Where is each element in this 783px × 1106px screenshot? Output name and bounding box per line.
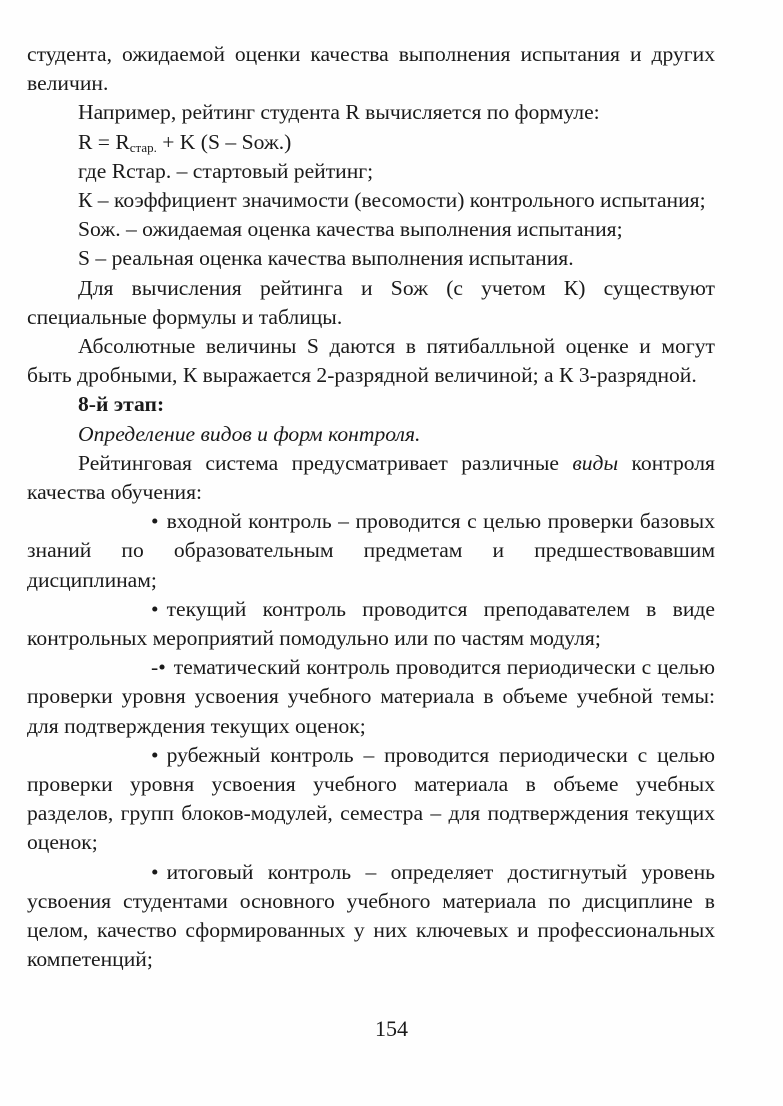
system-intro-after: контроля качества обучения: (27, 450, 715, 505)
bullet-milestone-control (27, 741, 715, 858)
page-number: 154 (375, 1016, 408, 1041)
bullet-marker: • (151, 742, 159, 767)
bullet-entry-control (27, 507, 715, 595)
stage-subtitle: Определение видов и форм контроля. (78, 421, 421, 446)
para-def-soj: Sож. – ожидаемая оценка качества выполнения испытания; (78, 217, 623, 242)
para-def-k: К – коэффициент значимости (весомости) контрольного испытания; (78, 188, 706, 213)
bullet-text: текущий контроль проводится преподавателем в виде контрольных мероприятий помодульно или по частям модуля; (27, 596, 715, 651)
bullet-text: тематический контроль проводится периодически с целью проверки уровня усвоения учебного материала в объеме учебной темы: для подтверждения текущих оценок; (27, 655, 715, 738)
para-def-rstart: где Rстар. – стартовый рейтинг; (78, 158, 374, 183)
formula-rhs: + K (S – Sож.) (156, 129, 292, 154)
para-intro-continued: студента, ожидаемой оценки качества выполнения испытания и других величин. (27, 42, 715, 96)
bullet-current-control (27, 595, 715, 653)
formula-subscript: стар. (129, 139, 157, 155)
bullet-marker: • (151, 596, 159, 621)
bullet-marker: • (151, 509, 159, 534)
system-intro-before: Рейтинговая система предусматривает различные (78, 450, 573, 475)
para-formulas: Для вычисления рейтинга и Sож (с учетом К) существуют специальные формулы и таблицы. (27, 275, 715, 329)
bullet-text: итоговый контроль – определяет достигнутый уровень усвоения студентами основного учебного материала по дисциплине в целом, качество сформированных у них ключевых и профессиональных компетенций; (27, 859, 715, 972)
bullet-marker: • (151, 859, 159, 884)
para-system-intro (27, 449, 715, 507)
stage-heading: 8-й этап: (78, 392, 165, 417)
bullet-marker: -• (151, 655, 166, 680)
para-example: Например, рейтинг студента R вычисляется по формуле: (78, 100, 600, 125)
para-def-s: S – реальная оценка качества выполнения испытания. (78, 246, 574, 271)
bullet-text: рубежный контроль – проводится периодически с целью проверки уровня усвоения учебного материала в объеме учебных разделов, групп блоков-модулей, семестра – для подтверждения текущих оценок; (27, 742, 715, 855)
para-absolute: Абсолютные величины S даются в пятибалльной оценке и могут быть дробными, К выражается 2-разрядной величиной; а К 3-разрядной. (27, 334, 715, 388)
formula (27, 128, 715, 157)
bullet-thematic-control (27, 653, 715, 741)
bullet-text: входной контроль – проводится с целью проверки базовых знаний по образовательным предметам и предшествовавшим дисциплинам; (27, 509, 715, 592)
bullet-final-control (27, 858, 715, 975)
formula-lhs: R = R (78, 129, 130, 154)
page-body (27, 40, 715, 975)
system-intro-emph: виды (572, 450, 619, 475)
